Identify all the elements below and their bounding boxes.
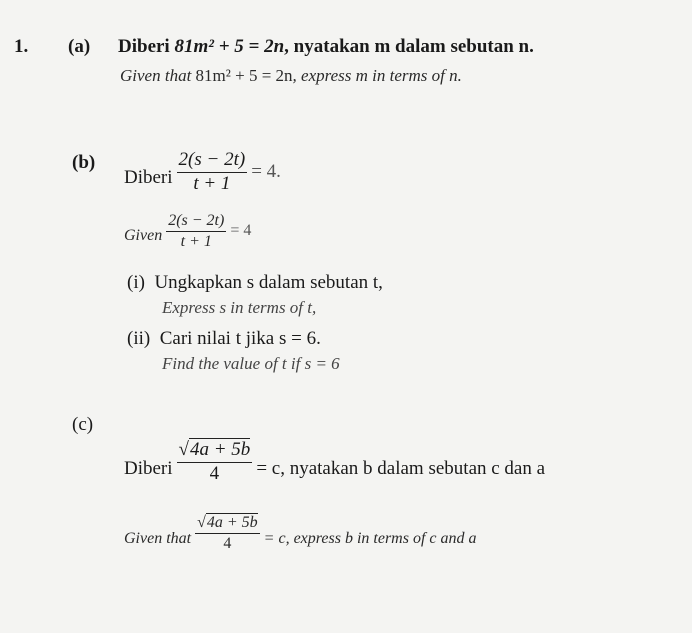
part-b-ii-malay-line	[127, 328, 321, 350]
part-c-malay	[124, 440, 545, 485]
question-number: 1.	[14, 36, 29, 57]
fraction-numerator: 2(s − 2t)	[166, 212, 226, 232]
part-c-malay-post: = c, nyatakan b dalam sebutan c dan a	[256, 458, 546, 480]
part-b-english-fraction	[166, 212, 226, 250]
part-b-i-malay: Ungkapkan s dalam sebutan t,	[154, 272, 383, 293]
sqrt-symbol: √	[197, 514, 206, 531]
part-a-malay-pre: Diberi	[118, 36, 175, 57]
part-b-english-pre: Given	[124, 227, 163, 245]
part-b-english-rhs: = 4	[230, 222, 252, 240]
part-b-i-label: (i)	[127, 272, 145, 293]
part-a-english-equation: 81m² + 5 = 2n	[195, 66, 293, 85]
part-c-label: (c)	[72, 414, 94, 435]
fraction-numerator: 2(s − 2t)	[177, 150, 248, 173]
part-b-i-english: Express s in terms of t,	[162, 298, 317, 317]
part-b-ii-malay: Cari nilai t jika s = 6.	[159, 328, 321, 349]
part-c-english-pre: Given that	[124, 530, 192, 548]
fraction-denominator: t + 1	[193, 172, 231, 194]
fraction-numerator	[195, 514, 260, 534]
part-a-english	[120, 66, 462, 86]
part-b-ii-label: (ii)	[127, 328, 151, 349]
part-b-malay-pre: Diberi	[124, 167, 173, 189]
fraction-denominator: 4	[223, 534, 232, 552]
fraction-denominator: t + 1	[180, 232, 212, 250]
sqrt-radicand: 4a + 5b	[189, 439, 251, 460]
part-b-label: (b)	[72, 152, 96, 173]
sqrt-symbol: √	[178, 439, 189, 460]
part-a-malay-equation: 81m² + 5 = 2n	[174, 36, 285, 57]
part-c-english-fraction	[195, 514, 260, 552]
part-c-malay-pre: Diberi	[124, 458, 173, 480]
part-c-english	[124, 514, 477, 552]
part-c-malay-fraction	[177, 440, 253, 485]
sqrt-radicand: 4a + 5b	[206, 514, 258, 531]
part-b-malay-rhs: = 4.	[251, 161, 281, 183]
part-b-english	[124, 212, 251, 250]
part-a-malay-post: , nyatakan m dalam sebutan n.	[284, 36, 534, 57]
part-a-malay	[118, 36, 534, 58]
part-c-english-post: = c, express b in terms of c and a	[263, 530, 477, 548]
fraction-numerator	[177, 440, 253, 463]
part-a-english-pre: Given that	[120, 66, 196, 85]
part-a-english-post: , express m in terms of n.	[292, 66, 462, 85]
part-a-label: (a)	[68, 36, 91, 57]
part-b-malay	[124, 150, 281, 195]
part-b-i-malay-line	[127, 272, 383, 294]
part-b-ii-english: Find the value of t if s = 6	[162, 354, 340, 373]
fraction-denominator: 4	[209, 462, 220, 484]
part-b-malay-fraction	[177, 150, 248, 195]
